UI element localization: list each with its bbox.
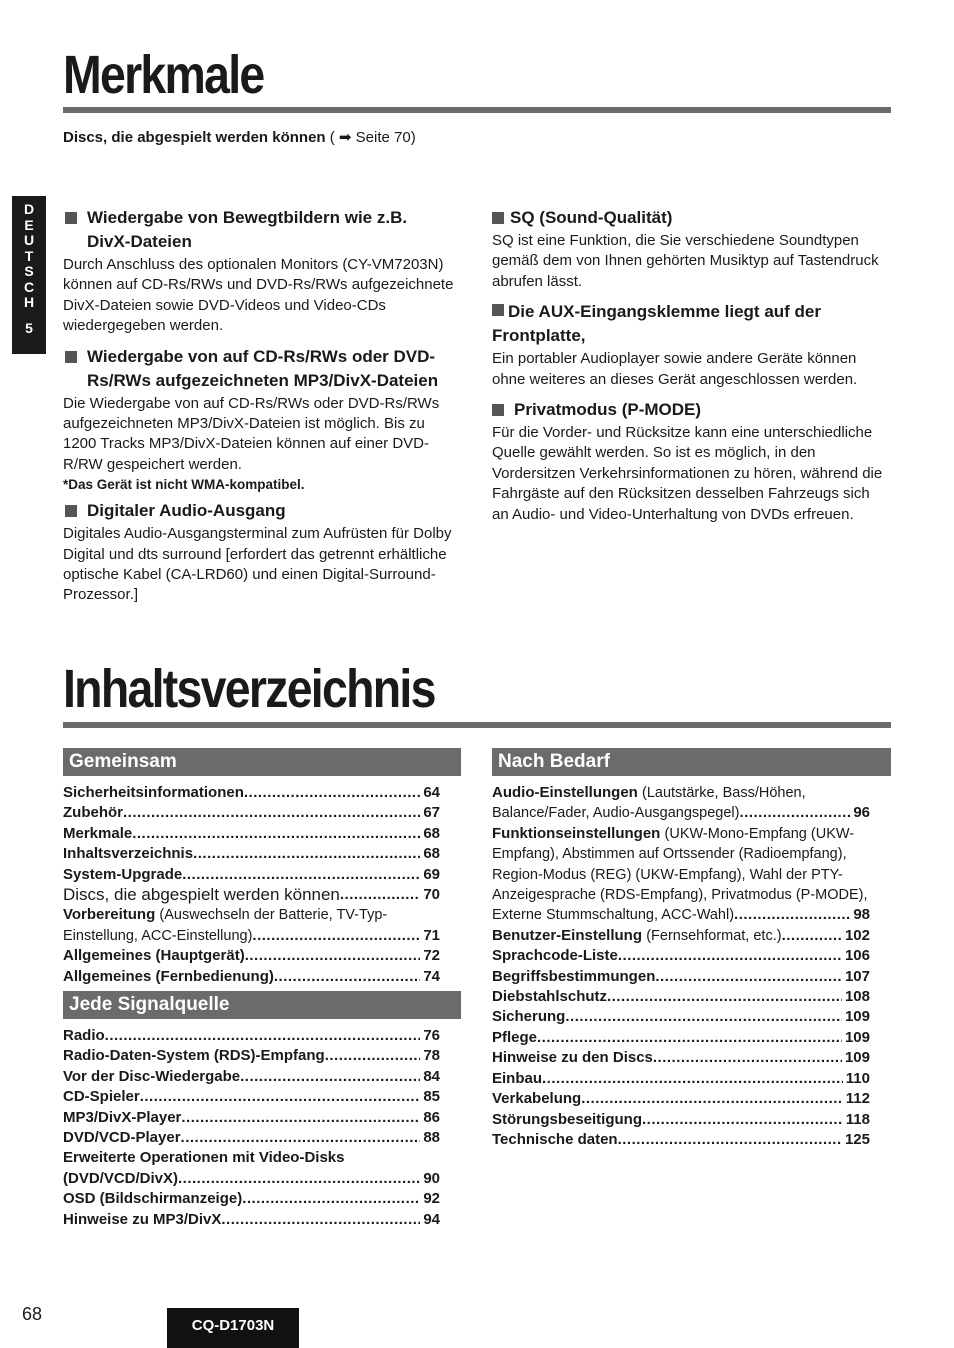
toc-entry-label: Einbau xyxy=(492,1069,543,1087)
feature-text: SQ ist eine Funktion, die Sie verschiedene Soundtypen gemäß dem von Ihnen gehörten Musiktyp auf Tastendruck abrufen lässt. xyxy=(492,232,879,290)
toc-entry[interactable] xyxy=(492,1028,870,1048)
leader-dots xyxy=(607,987,842,1007)
toc-page-number: 125 xyxy=(844,1130,870,1148)
toc-entry[interactable] xyxy=(492,987,870,1007)
toc-entry-label: Radio xyxy=(63,1027,105,1044)
toc-entry-label: Zubehör xyxy=(63,804,123,822)
toc-entry[interactable] xyxy=(63,1148,440,1168)
feature-heading-line: Privatmodus (P-MODE) xyxy=(514,400,702,420)
toc-page-number: 92 xyxy=(423,1190,440,1208)
page-number: 68 xyxy=(22,1304,43,1324)
toc-page-number: 88 xyxy=(423,1129,440,1147)
toc-entry-label: Vor der Disc-Wiedergabe xyxy=(63,1067,241,1085)
toc-entry-detail: (Fernsehformat, etc.) xyxy=(646,927,782,944)
toc-page-number: 98 xyxy=(853,906,870,924)
model-badge: CQ-D1703N xyxy=(167,1308,299,1348)
toc-entry[interactable] xyxy=(63,1210,440,1230)
toc-entry[interactable] xyxy=(63,1067,440,1087)
toc-entry-label: Technische daten xyxy=(492,1130,618,1148)
toc-page-number: 108 xyxy=(844,988,870,1006)
leader-dots xyxy=(274,967,420,987)
feature-heading xyxy=(492,300,887,348)
feature-text: Durch Anschluss des optionalen Monitors (CY-VM7203N) können auf CD-Rs/RWs und DVD-Rs/RWs aufgezeichnete DivX-Dateien sowie DVD-Videos und Video-CDs wiedergegeben werden. xyxy=(63,256,454,335)
tab-letter: U xyxy=(23,232,35,248)
toc-entry-label: System-Upgrade xyxy=(63,865,183,883)
toc-page-number: 106 xyxy=(844,947,870,965)
toc-page-number: 118 xyxy=(845,1110,870,1128)
toc-entry[interactable] xyxy=(63,803,440,823)
toc-entry-continuation[interactable] xyxy=(63,926,440,946)
leader-dots xyxy=(221,1210,420,1230)
leader-dots xyxy=(140,1087,421,1107)
toc-entry-detail: Externe Stummschaltung, ACC-Wahl) xyxy=(492,907,735,924)
toc-entry-continuation[interactable] xyxy=(492,905,870,925)
feature-heading-line: Frontplatte, xyxy=(492,326,586,346)
toc-page-number: 69 xyxy=(423,865,440,883)
leader-dots xyxy=(340,885,420,905)
feature-heading xyxy=(63,206,458,254)
toc-entry[interactable] xyxy=(63,844,440,864)
toc-page-number: 102 xyxy=(844,926,870,944)
toc-entry-detail: Anzeigesprache (RDS-Empfang), Privatmodus (P-MODE), xyxy=(492,887,868,904)
leader-dots xyxy=(244,783,420,803)
toc-page-number: 68 xyxy=(423,824,440,842)
toc-entry-continuation[interactable] xyxy=(492,865,870,885)
feature-heading-line: SQ (Sound-Qualität) xyxy=(510,208,673,227)
toc-entry-continuation[interactable] xyxy=(63,1169,440,1189)
toc-entry-label: Allgemeines (Hauptgerät) xyxy=(63,947,245,965)
toc-page-number: 85 xyxy=(423,1088,440,1106)
leader-dots xyxy=(182,865,420,885)
toc-page-number: 86 xyxy=(423,1108,440,1126)
toc-entry-detail: (Auswechseln der Batterie, TV-Typ- xyxy=(159,907,388,924)
toc-entry-label: Sicherung xyxy=(492,1008,566,1026)
discs-label: Discs, die abgespielt werden können xyxy=(63,129,326,146)
leader-dots xyxy=(178,1169,420,1189)
toc-entry-label: Störungsbeseitigung xyxy=(492,1110,642,1128)
toc-page-number: 109 xyxy=(844,1049,870,1067)
tab-letter: S xyxy=(24,263,34,279)
toc-list-signalquelle xyxy=(63,1026,440,1230)
toc-entry[interactable] xyxy=(63,1046,440,1066)
leader-dots xyxy=(565,1007,842,1027)
toc-entry[interactable] xyxy=(492,1048,870,1068)
toc-page-number: 72 xyxy=(423,947,440,965)
leader-dots xyxy=(537,1028,842,1048)
features-right-column xyxy=(492,200,887,525)
toc-entry[interactable] xyxy=(492,1007,870,1027)
toc-page-number: 94 xyxy=(423,1210,440,1228)
feature-heading-line: DivX-Dateien xyxy=(87,232,192,251)
leader-dots xyxy=(325,1046,421,1066)
toc-entry[interactable] xyxy=(492,967,870,987)
toc-entry-label: (DVD/VCD/DivX) xyxy=(63,1169,179,1187)
toc-entry[interactable] xyxy=(492,926,870,946)
section-header-nach-bedarf: Nach Bedarf xyxy=(492,748,891,776)
toc-entry[interactable] xyxy=(492,1110,870,1130)
leader-dots xyxy=(245,946,421,966)
leader-dots xyxy=(734,905,850,925)
toc-entry-label: Diebstahlschutz xyxy=(492,988,608,1006)
toc-entry-label: Sicherheitsinformationen xyxy=(63,784,244,801)
toc-entry[interactable] xyxy=(492,824,870,844)
leader-dots xyxy=(542,1069,843,1089)
feature-heading xyxy=(63,345,458,393)
square-bullet-icon xyxy=(492,404,504,416)
toc-entry-label: Radio-Daten-System (RDS)-Empfang xyxy=(63,1047,325,1065)
toc-entry[interactable] xyxy=(63,967,440,987)
leader-dots xyxy=(181,1108,420,1128)
leader-dots xyxy=(193,844,420,864)
toc-entry[interactable] xyxy=(492,783,870,803)
toc-page-number: 76 xyxy=(423,1027,440,1044)
toc-entry-label: Benutzer-Einstellung xyxy=(492,926,643,944)
tab-letter: E xyxy=(24,216,34,233)
features-left-column xyxy=(63,200,458,606)
leader-dots xyxy=(642,1110,843,1130)
toc-entry-detail: Empfang), Abstimmen auf Ortssender (Radioempfang), xyxy=(492,846,847,863)
feature-heading-line: Wiedergabe von Bewegtbildern wie z.B. xyxy=(87,208,408,227)
toc-entry-continuation[interactable] xyxy=(492,844,870,864)
toc-entry-label: MP3/DivX-Player xyxy=(63,1108,182,1126)
page-title: Merkmale xyxy=(63,45,264,105)
toc-rule xyxy=(63,722,891,728)
toc-entry-label: Merkmale xyxy=(63,824,133,842)
feature-text: Digitales Audio-Ausgangsterminal zum Aufrüsten für Dolby Digital und dts surround [erfordert das getrennt erhältliche optische Kabel (CA-LRD60) und einen Digital-Surround-Prozessor.] xyxy=(63,525,452,604)
leader-dots xyxy=(252,926,420,946)
square-bullet-icon xyxy=(492,212,504,224)
leader-dots xyxy=(618,946,842,966)
feature-text: Die Wiedergabe von auf CD-Rs/RWs oder DVD-Rs/RWs aufgezeichneten MP3/DivX-Dateien ist möglich. Bis zu 1200 Tracks MP3/DivX-Dateien können auf einer DVD-R/RW gespeichert werden. xyxy=(63,394,440,473)
toc-entry-continuation[interactable] xyxy=(492,803,870,823)
leader-dots xyxy=(123,803,420,823)
toc-page-number: 71 xyxy=(423,926,440,944)
toc-entry[interactable] xyxy=(63,1108,440,1128)
toc-entry[interactable] xyxy=(492,1069,870,1089)
toc-entry-label: Pflege xyxy=(492,1028,538,1046)
toc-page-number: 74 xyxy=(423,967,440,985)
leader-dots xyxy=(242,1189,420,1209)
toc-page-number: 64 xyxy=(423,784,440,801)
toc-entry-label: DVD/VCD-Player xyxy=(63,1129,181,1147)
toc-entry[interactable] xyxy=(63,1026,440,1046)
leader-dots xyxy=(782,926,842,946)
toc-entry[interactable] xyxy=(63,824,440,844)
toc-entry-label: Hinweise zu den Discs xyxy=(492,1049,653,1067)
tab-letter: D xyxy=(23,201,35,217)
feature-heading-line: Wiedergabe von auf CD-Rs/RWs oder DVD- xyxy=(87,346,436,366)
toc-entry-detail: Einstellung, ACC-Einstellung) xyxy=(63,927,253,944)
toc-entry[interactable] xyxy=(63,1128,440,1148)
toc-page-number: 109 xyxy=(844,1028,870,1046)
toc-entry-detail: (Lautstärke, Bass/Höhen, xyxy=(642,785,806,801)
toc-entry-detail: Balance/Fader, Audio-Ausgangspegel) xyxy=(492,805,740,822)
square-bullet-icon xyxy=(65,505,77,517)
toc-entry-continuation[interactable] xyxy=(492,885,870,905)
leader-dots xyxy=(240,1067,420,1087)
toc-entry[interactable] xyxy=(63,783,440,803)
leader-dots xyxy=(132,824,420,844)
toc-page-number: 107 xyxy=(844,967,870,985)
toc-entry-label: Inhaltsverzeichnis xyxy=(63,845,194,863)
feature-heading-line: Die AUX-Eingangsklemme liegt auf der xyxy=(508,302,821,322)
tab-letter: T xyxy=(24,247,34,264)
feature-text: Ein portabler Audioplayer sowie andere Geräte können ohne weiteres an dieses Gerät angeschlossen werden. xyxy=(492,350,858,388)
leader-dots xyxy=(653,1048,842,1068)
toc-entry[interactable] xyxy=(63,1087,440,1107)
toc-entry-label: Verkabelung xyxy=(492,1090,582,1108)
feature-note: *Das Gerät ist nicht WMA-kompatibel. xyxy=(63,477,305,493)
toc-entry-label: Funktionseinstellungen xyxy=(492,824,661,842)
feature-heading-line: Digitaler Audio-Ausgang xyxy=(87,501,286,521)
toc-entry-label: CD-Spieler xyxy=(63,1088,140,1106)
feature-heading xyxy=(492,398,887,422)
toc-entry[interactable] xyxy=(492,1089,870,1109)
toc-entry-label: Hinweise zu MP3/DivX xyxy=(63,1210,222,1228)
toc-entry-label: Vorbereitung xyxy=(63,906,156,924)
toc-page-number: 68 xyxy=(423,845,440,863)
toc-entry-label: Begriffsbestimmungen xyxy=(492,967,656,985)
feature-text: Für die Vorder- und Rücksitze kann eine unterschiedliche Quelle gewählt werden. So ist es möglich, in den Vordersitzen Verkehrsinformationen zu hören, während die Fahrgäste auf den Rücksitzen desselben Fahrzeugs sich an Audio- und Video-Unterhaltung von DVDs erfreuen. xyxy=(492,424,883,523)
leader-dots xyxy=(739,803,850,823)
toc-page-number: 110 xyxy=(845,1069,870,1087)
title-rule xyxy=(63,107,891,113)
toc-list-gemeinsam xyxy=(63,783,440,987)
feature-heading-line: Rs/RWs aufgezeichneten MP3/DivX-Dateien xyxy=(87,370,439,390)
toc-page-number: 67 xyxy=(423,804,440,822)
toc-page-number: 109 xyxy=(844,1008,870,1026)
toc-entry[interactable] xyxy=(63,946,440,966)
square-bullet-icon xyxy=(492,304,504,316)
toc-page-number: 70 xyxy=(423,886,440,904)
tab-letter: C xyxy=(23,278,35,295)
toc-entry-label: OSD (Bildschirmanzeige) xyxy=(63,1190,243,1208)
feature-heading xyxy=(63,499,458,523)
toc-page-number: 112 xyxy=(845,1090,870,1108)
tab-section-number: 5 xyxy=(25,319,33,336)
toc-page-number: 90 xyxy=(423,1169,440,1187)
toc-list-nach-bedarf xyxy=(492,783,870,1150)
toc-page-number: 78 xyxy=(423,1047,440,1065)
toc-entry-label: Sprachcode-Liste xyxy=(492,947,618,965)
feature-heading xyxy=(492,206,887,230)
toc-entry[interactable] xyxy=(63,1189,440,1209)
section-header-signalquelle: Jede Signalquelle xyxy=(63,991,461,1019)
toc-entry[interactable] xyxy=(492,946,870,966)
leader-dots xyxy=(105,1026,421,1046)
toc-entry[interactable] xyxy=(63,885,440,905)
leader-dots xyxy=(618,1130,842,1150)
toc-page-number: 84 xyxy=(423,1067,440,1085)
toc-entry-detail: Region-Modus (REG) (UKW-Empfang), Wahl der PTY- xyxy=(492,866,843,883)
toc-entry[interactable] xyxy=(63,865,440,885)
toc-entry-label: Audio-Einstellungen xyxy=(492,784,638,801)
toc-entry[interactable] xyxy=(492,1130,870,1150)
toc-entry-label: Discs, die abgespielt werden können xyxy=(63,885,340,905)
toc-entry-detail: (UKW-Mono-Empfang (UKW- xyxy=(664,825,855,842)
toc-title: Inhaltsverzeichnis xyxy=(63,659,435,719)
toc-entry[interactable] xyxy=(63,905,440,925)
toc-entry-label: Allgemeines (Fernbedienung) xyxy=(63,967,274,985)
section-header-gemeinsam: Gemeinsam xyxy=(63,748,461,776)
discs-reference xyxy=(63,128,416,146)
square-bullet-icon xyxy=(65,351,77,363)
discs-page-ref: ( ➡ Seite 70) xyxy=(329,129,416,146)
toc-page-number: 96 xyxy=(853,804,870,822)
tab-letter: H xyxy=(23,294,35,310)
leader-dots xyxy=(181,1128,421,1148)
leader-dots xyxy=(581,1089,843,1109)
square-bullet-icon xyxy=(65,212,77,224)
leader-dots xyxy=(655,967,842,987)
toc-entry-label: Erweiterte Operationen mit Video-Disks xyxy=(63,1149,345,1167)
language-tab xyxy=(12,196,46,354)
